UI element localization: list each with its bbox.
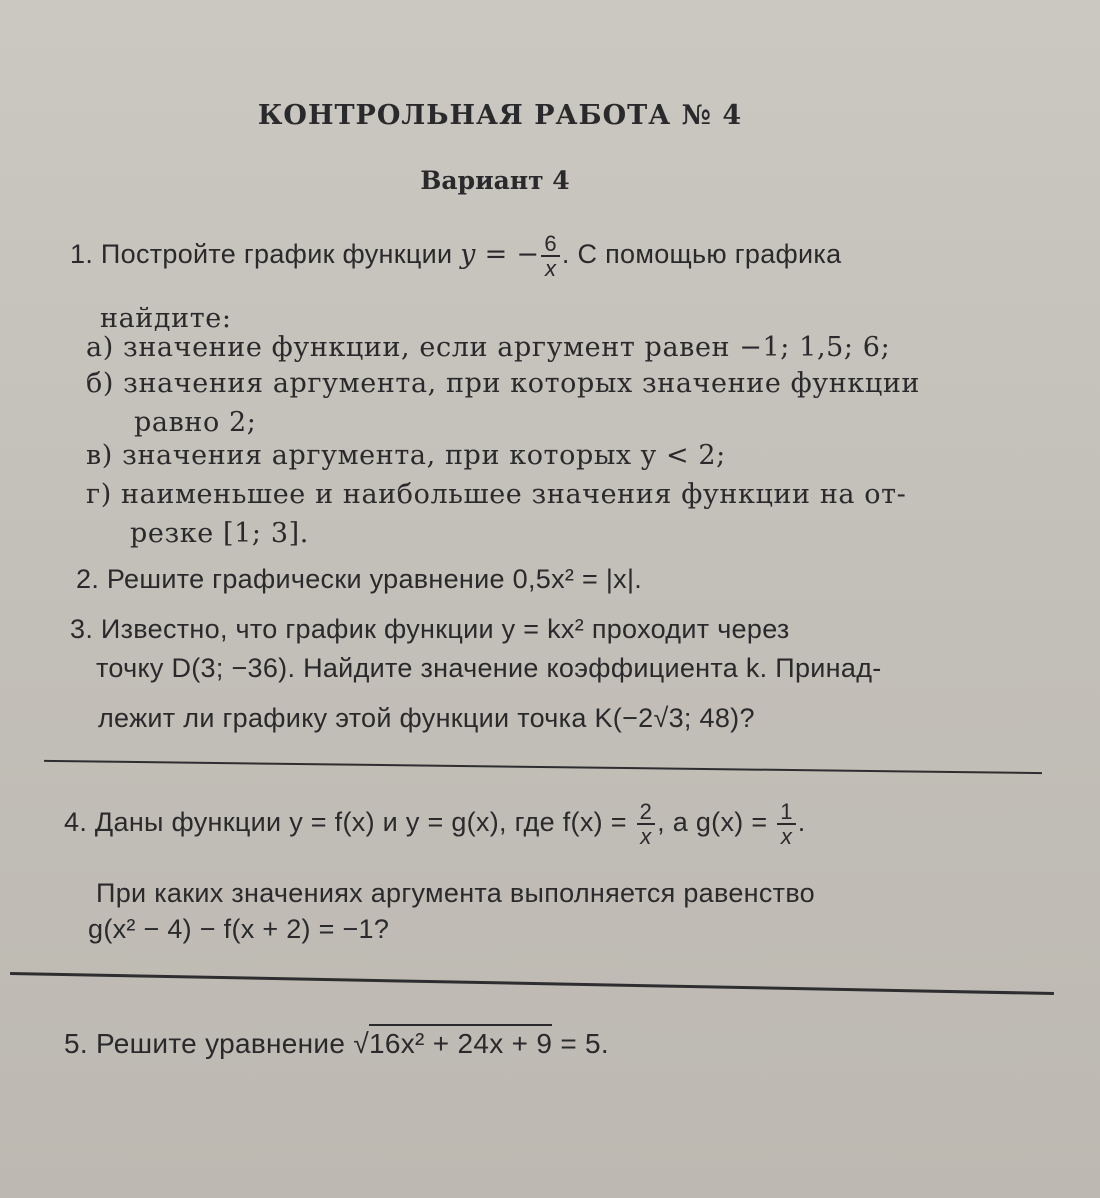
- task5-prefix: 5. Решите уравнение: [64, 1028, 346, 1059]
- task5-suffix: = 5.: [560, 1028, 609, 1059]
- task3-line2: точку D(3; −36). Найдите значение коэффициента k. Принад-: [96, 653, 882, 683]
- task3-line1: 3. Известно, что график функции y = kx² проходит через: [70, 614, 790, 644]
- divider-2: [10, 972, 1054, 995]
- task1-item-a: а) значение функции, если аргумент равен −1; 1,5; 6;: [86, 332, 891, 363]
- task4-g-fraction: [777, 800, 796, 848]
- task1-item-b-cont: равно 2;: [134, 407, 257, 438]
- task4-end: .: [797, 807, 806, 838]
- task4-line2: При каких значениях аргумента выполняется равенство: [96, 878, 815, 908]
- task4-middle: , а g(x) =: [657, 807, 768, 838]
- task5-radicand: 16x² + 24x + 9: [369, 1024, 552, 1059]
- task1-fraction: [541, 232, 560, 280]
- task4-f-num: 2: [637, 800, 656, 825]
- divider-1: [44, 760, 1042, 774]
- task2: 2. Решите графически уравнение 0,5x² = |x|.: [76, 564, 643, 594]
- task1-formula: y = −: [460, 239, 540, 271]
- task1-item-g-cont: резке [1; 3].: [130, 518, 309, 549]
- task1-find: найдите:: [100, 303, 232, 334]
- task1-suffix: . С помощью графика: [561, 239, 842, 270]
- task4-g-den: x: [780, 824, 793, 850]
- task1-frac-den: x: [544, 256, 557, 282]
- task4-f-den: x: [640, 824, 652, 850]
- task4-line3: g(x² − 4) − f(x + 2) = −1?: [88, 914, 390, 944]
- task1-item-b: б) значения аргумента, при которых значение функции: [86, 368, 921, 399]
- task1-line1: [70, 232, 841, 280]
- task1-frac-num: 6: [541, 232, 560, 257]
- task1-prefix: 1. Постройте график функции: [70, 239, 453, 270]
- variant-heading: Вариант 4: [420, 166, 570, 195]
- task5-line: [64, 1030, 609, 1058]
- task4-g-num: 1: [777, 800, 796, 825]
- sqrt-symbol: √: [353, 1028, 369, 1059]
- task4-f-fraction: [637, 800, 656, 848]
- page-title: КОНТРОЛЬНАЯ РАБОТА № 4: [257, 100, 743, 131]
- task4-line1: [64, 800, 806, 848]
- task1-item-v: в) значения аргумента, при которых y < 2;: [86, 440, 726, 471]
- task3-line3: лежит ли графику этой функции точка K(−2√3; 48)?: [98, 703, 755, 733]
- task4-prefix: 4. Даны функции y = f(x) и y = g(x), где f(x) =: [64, 807, 627, 838]
- task1-item-g: г) наименьшее и наибольшее значения функции на от-: [86, 479, 907, 510]
